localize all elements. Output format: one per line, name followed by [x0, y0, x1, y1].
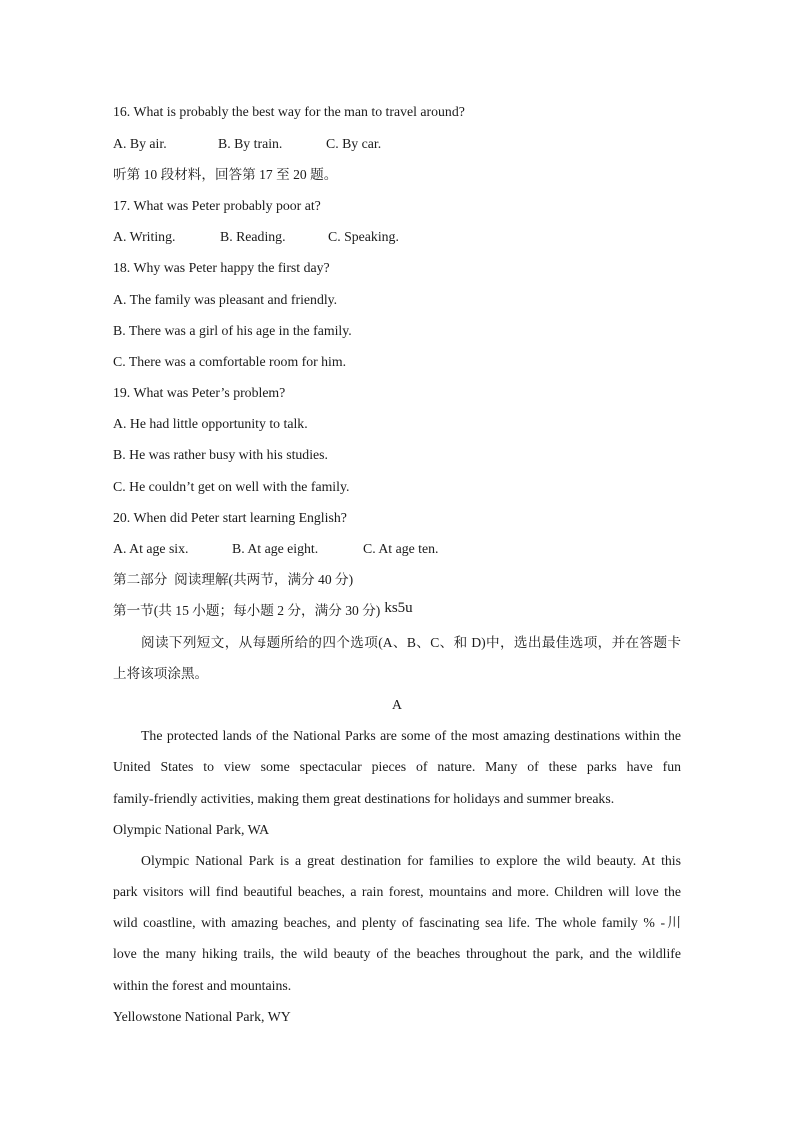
olympic-line-3: wild coastline, with amazing beaches, and plenty of fascinating sea life. The whole family % -川	[113, 915, 681, 931]
q16-option-a: A. By air.	[113, 135, 167, 151]
intro-line-1: The protected lands of the National Parks are some of the most amazing destinations within the	[141, 728, 681, 744]
reading-instruction-line-2: 上将该项涂黑。	[113, 665, 209, 681]
q20-option-b: B. At age eight.	[232, 541, 319, 557]
park-heading-olympic: Olympic National Park, WA	[113, 821, 270, 837]
q20-option-a: A. At age six.	[113, 541, 189, 557]
q19-option-c: C. He couldn’t get on well with the family.	[113, 478, 350, 494]
question-20-stem: 20. When did Peter start learning English?	[113, 509, 347, 525]
section-title: 第一节(共 15 小题；每小题 2 分，满分 30 分)	[113, 603, 381, 619]
park-heading-yellowstone: Yellowstone National Park, WY	[113, 1008, 291, 1024]
olympic-line-5: within the forest and mountains.	[113, 977, 292, 993]
question-16-stem: 16. What is probably the best way for the man to travel around?	[113, 104, 465, 120]
question-19-stem: 19. What was Peter’s problem?	[113, 385, 286, 401]
q16-option-b: B. By train.	[218, 135, 283, 151]
olympic-line-1: Olympic National Park is a great destination for families to explore the wild beauty. At this	[141, 852, 681, 868]
question-17-options	[113, 221, 681, 252]
passage-label: A	[392, 696, 402, 712]
question-16-options	[113, 128, 681, 159]
page-content	[113, 96, 681, 1032]
q19-option-a: A. He had little opportunity to talk.	[113, 416, 308, 432]
intro-line-3: family-friendly activities, making them great destinations for holidays and summer breaks.	[113, 790, 615, 806]
question-20-options	[113, 533, 681, 564]
part-title: 第二部分 阅读理解(共两节，满分 40 分)	[113, 572, 354, 588]
q20-option-c: C. At age ten.	[363, 541, 439, 557]
section-title-line	[113, 595, 681, 626]
listening-instruction: 听第 10 段材料，回答第 17 至 20 题。	[113, 166, 338, 182]
question-18-stem: 18. Why was Peter happy the first day?	[113, 260, 330, 276]
question-17-stem: 17. What was Peter probably poor at?	[113, 197, 321, 213]
q17-option-c: C. Speaking.	[328, 229, 399, 245]
q19-option-b: B. He was rather busy with his studies.	[113, 447, 328, 463]
watermark: ks5u	[384, 600, 413, 617]
q18-option-c: C. There was a comfortable room for him.	[113, 353, 347, 369]
q17-option-a: A. Writing.	[113, 229, 176, 245]
q16-option-c: C. By car.	[326, 135, 382, 151]
q18-option-b: B. There was a girl of his age in the family.	[113, 322, 352, 338]
q17-option-b: B. Reading.	[220, 229, 286, 245]
q18-option-a: A. The family was pleasant and friendly.	[113, 291, 338, 307]
olympic-line-4: love the many hiking trails, the wild beauty of the beaches throughout the park, and the wildlife	[113, 946, 681, 962]
intro-line-2: United States to view some spectacular pieces of nature. Many of these parks have fun	[113, 759, 681, 775]
olympic-line-2: park visitors will find beautiful beaches, a rain forest, mountains and more. Children will love the	[113, 884, 681, 900]
reading-instruction-line-1: 阅读下列短文，从每题所给的四个选项(A、B、C、和 D)中，选出最佳选项，并在答题卡	[141, 634, 681, 650]
